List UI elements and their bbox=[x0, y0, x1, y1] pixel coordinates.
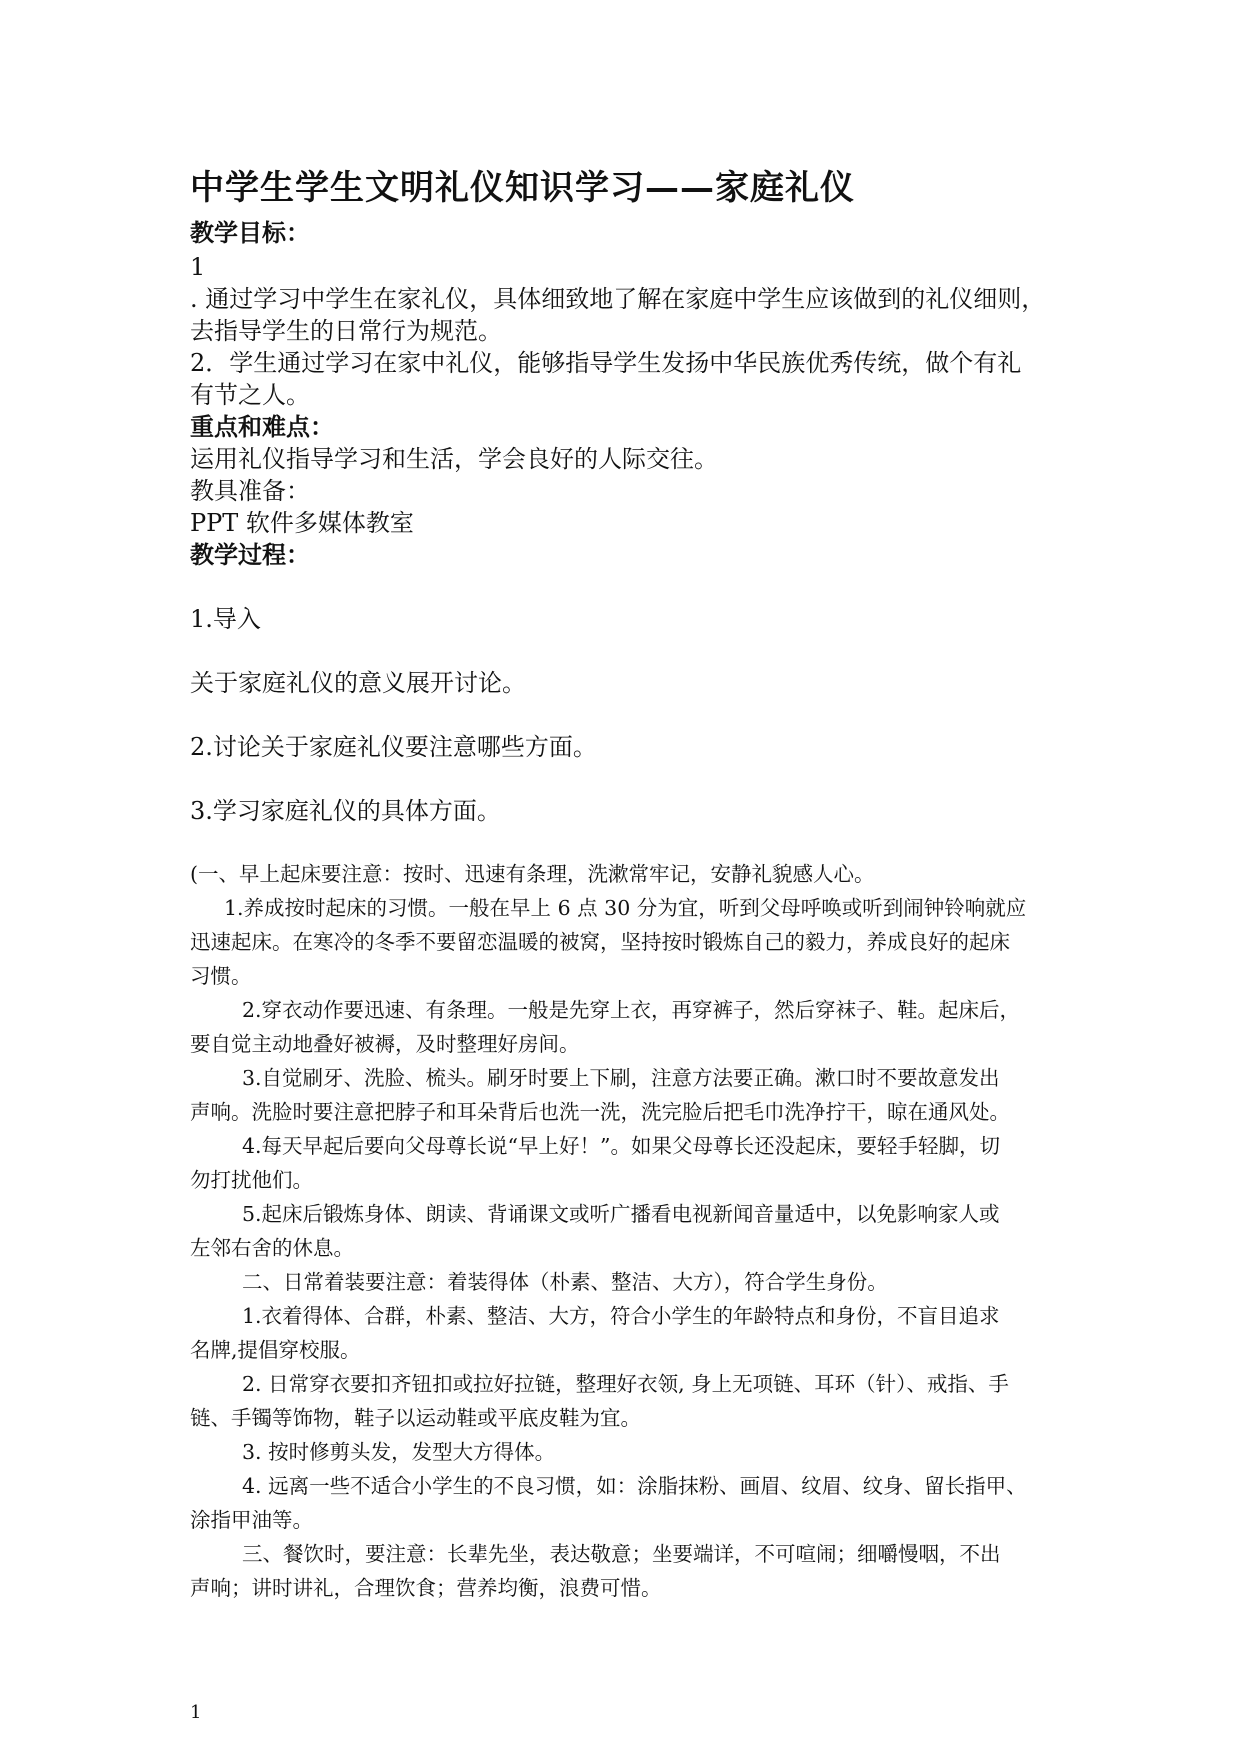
objective-number: 1 bbox=[190, 253, 206, 281]
body-line: 4. 远离一些不适合小学生的不良习惯，如：涂脂抹粉、画眉、纹眉、纹身、留长指甲、 bbox=[242, 1474, 1027, 1498]
body-line: 3.自觉刷牙、洗脸、梳头。刷牙时要上下刷，注意方法要正确。漱口时不要故意发出 bbox=[242, 1066, 1000, 1090]
body-line: 名牌,提倡穿校服。 bbox=[190, 1338, 361, 1362]
body-line: 2. 日常穿衣要扣齐钮扣或拉好拉链，整理好衣领, 身上无项链、耳环（针）、戒指、手 bbox=[242, 1372, 1009, 1396]
key-points-heading: 重点和难点： bbox=[190, 412, 334, 441]
body-line: 4.每天早起后要向父母尊长说“早上好！”。如果父母尊长还没起床，要轻手轻脚，切 bbox=[242, 1134, 1001, 1158]
page-number: 1 bbox=[190, 1702, 202, 1723]
document-title: 中学生学生文明礼仪知识学习——家庭礼仪 bbox=[190, 168, 855, 208]
body-line: 涂指甲油等。 bbox=[190, 1508, 313, 1532]
body-line: 三、餐饮时，要注意：长辈先坐，表达敬意；坐要端详，不可喧闹；细嚼慢咽，不出 bbox=[242, 1542, 1001, 1566]
body-line: 1.养成按时起床的习惯。一般在早上 6 点 30 分为宜，听到父母呼唤或听到闹钟铃响就应 bbox=[224, 896, 1027, 920]
body-line: 勿打扰他们。 bbox=[190, 1168, 313, 1192]
tools-heading: 教具准备： bbox=[190, 477, 310, 505]
objectives-heading: 教学目标： bbox=[190, 218, 310, 247]
body-line: 迅速起床。在寒冷的冬季不要留恋温暖的被窝，坚持按时锻炼自己的毅力，养成良好的起床 bbox=[190, 930, 1010, 954]
body-line: 3. 按时修剪头发，发型大方得体。 bbox=[242, 1440, 556, 1464]
body-line: 2.穿衣动作要迅速、有条理。一般是先穿上衣，再穿裤子，然后穿袜子、鞋。起床后， bbox=[242, 998, 1021, 1022]
body-line: 要自觉主动地叠好被褥，及时整理好房间。 bbox=[190, 1032, 580, 1056]
objective-1-line-1: . 通过学习中学生在家礼仪，具体细致地了解在家庭中学生应该做到的礼仪细则， bbox=[190, 285, 1046, 313]
process-step-1: 1.导入 bbox=[190, 605, 261, 633]
body-line: 习惯。 bbox=[190, 964, 252, 988]
process-step-1-text: 关于家庭礼仪的意义展开讨论。 bbox=[190, 669, 526, 697]
body-line: 声响。洗脸时要注意把脖子和耳朵背后也洗一洗，洗完脸后把毛巾洗净拧干，晾在通风处。 bbox=[190, 1100, 1010, 1124]
objective-1-line-2: 去指导学生的日常行为规范。 bbox=[190, 317, 502, 345]
key-points-text: 运用礼仪指导学习和生活，学会良好的人际交往。 bbox=[190, 445, 718, 473]
process-step-3: 3.学习家庭礼仪的具体方面。 bbox=[190, 797, 501, 825]
body-line: 左邻右舍的休息。 bbox=[190, 1236, 354, 1260]
objective-2-line-2: 有节之人。 bbox=[190, 381, 310, 409]
tools-text: PPT 软件多媒体教室 bbox=[190, 509, 414, 537]
body-line: (一、早上起床要注意：按时、迅速有条理，洗漱常牢记，安静礼貌感人心。 bbox=[190, 862, 875, 886]
body-line: 1.衣着得体、合群，朴素、整洁、大方，符合小学生的年龄特点和身份，不盲目追求 bbox=[242, 1304, 1000, 1328]
body-line: 声响；讲时讲礼，合理饮食；营养均衡，浪费可惜。 bbox=[190, 1576, 662, 1600]
body-line: 链、手镯等饰物，鞋子以运动鞋或平底皮鞋为宜。 bbox=[190, 1406, 641, 1430]
objective-2-line-1: 2．学生通过学习在家中礼仪，能够指导学生发扬中华民族优秀传统，做个有礼 bbox=[190, 349, 1022, 377]
process-step-2: 2.讨论关于家庭礼仪要注意哪些方面。 bbox=[190, 733, 597, 761]
process-heading: 教学过程： bbox=[190, 540, 310, 569]
body-line: 二、日常着装要注意：着装得体（朴素、整洁、大方），符合学生身份。 bbox=[242, 1270, 888, 1294]
body-line: 5.起床后锻炼身体、朗读、背诵课文或听广播看电视新闻音量适中，以免影响家人或 bbox=[242, 1202, 1000, 1226]
